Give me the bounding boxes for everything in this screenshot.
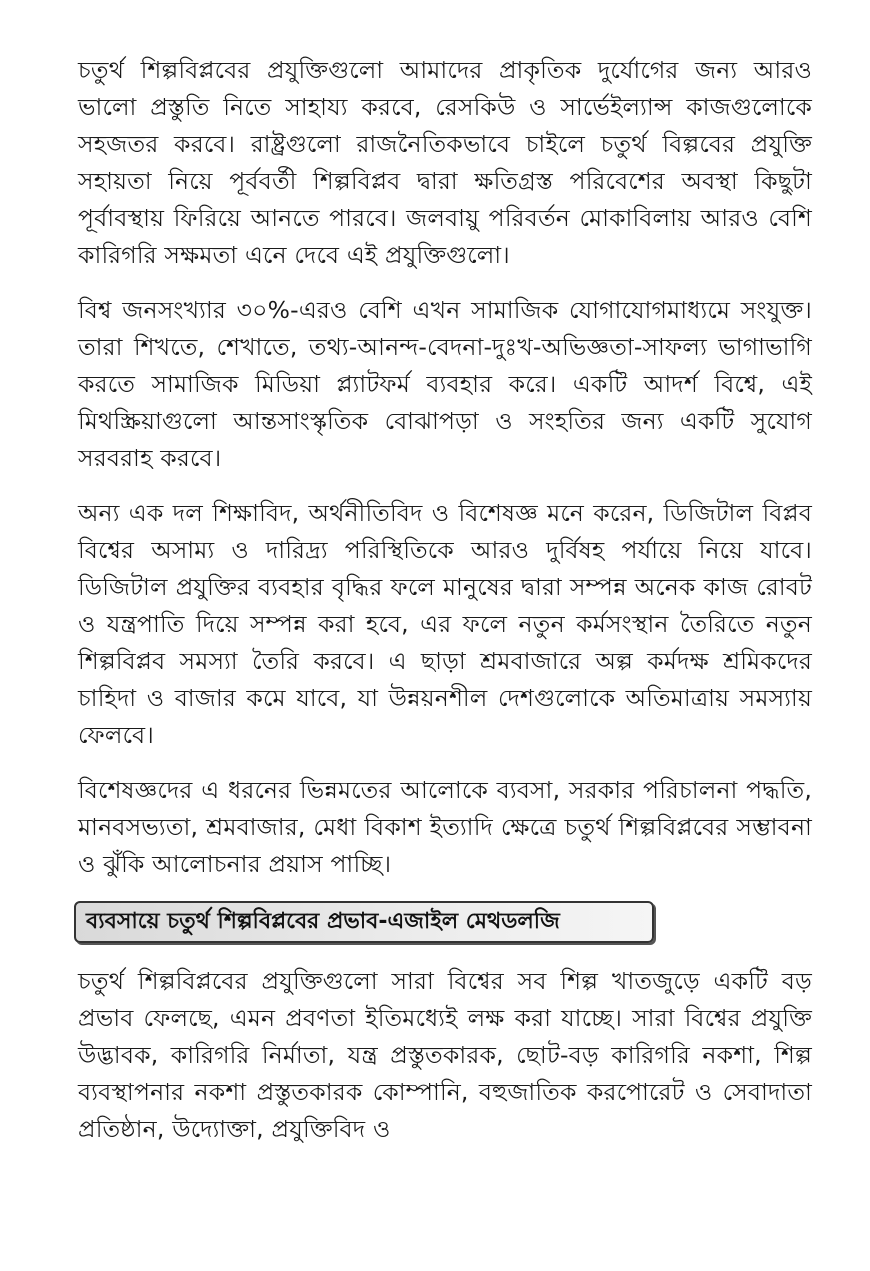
- section-heading-box: [74, 901, 654, 943]
- paragraph-inequality: অন্য এক দল শিক্ষাবিদ, অর্থনীতিবিদ ও বিশেষজ্ঞ মনে করেন, ডিজিটাল বিপ্লব বিশ্বের অসাম্য ও দারিদ্র্য পরিস্থিতিকে আরও দুর্বিষহ পর্যায়ে নিয়ে যাবে। ডিজিটাল প্রযুক্তির ব্যবহার বৃদ্ধির ফলে মানুষের দ্বারা সম্পন্ন অনেক কাজ রোবট ও যন্ত্রপাতি দিয়ে সম্পন্ন করা হবে, এর ফলে নতুন কর্মসংস্থান তৈরিতে নতুন শিল্পবিপ্লব সমস্যা তৈরি করবে। এ ছাড়া শ্রমবাজারে অল্প কর্মদক্ষ শ্রমিকদের চাহিদা ও বাজার কমে যাবে, যা উন্নয়নশীল দেশগুলোকে অতিমাত্রায় সমস্যায় ফেলবে।: [78, 499, 812, 749]
- paragraph-disaster-tech: চতুর্থ শিল্পবিপ্লবের প্রযুক্তিগুলো আমাদের প্রাকৃতিক দুর্যোগের জন্য আরও ভালো প্রস্তুতি নিতে সাহায্য করবে, রেসকিউ ও সার্ভেইল্যান্স কাজগুলোকে সহজতর করবে। রাষ্ট্রগুলো রাজনৈতিকভাবে চাইলে চতুর্থ বিল্পবের প্রযুক্তি সহায়তা নিয়ে পূর্ববর্তী শিল্পবিপ্লব দ্বারা ক্ষতিগ্রস্ত পরিবেশের অবস্থা কিছুটা পূর্বাবস্থায় ফিরিয়ে আনতে পারবে। জলবায়ু পরিবর্তন মোকাবিলায় আরও বেশি কারিগরি সক্ষমতা এনে দেবে এই প্রযুক্তিগুলো।: [78, 56, 812, 269]
- paragraph-business-impact: চতুর্থ শিল্পবিপ্লবের প্রযুক্তিগুলো সারা বিশ্বের সব শিল্প খাতজুড়ে একটি বড় প্রভাব ফেলছে, এমন প্রবণতা ইতিমধ্যেই লক্ষ করা যাচ্ছে। সারা বিশ্বের প্রযুক্তি উদ্ভাবক, কারিগরি নির্মাতা, যন্ত্র প্রস্তুতকারক, ছোট-বড় কারিগরি নকশা, শিল্প ব্যবস্থাপনার নকশা প্রস্তুতকারক কোম্পানি, বহুজাতিক করপোরেট ও সেবাদাতা প্রতিষ্ঠান, উদ্যোক্তা, প্রযুক্তিবিদ ও: [78, 967, 812, 1143]
- paragraph-expert-opinion: বিশেষজ্ঞদের এ ধরনের ভিন্নমতের আলোকে ব্যবসা, সরকার পরিচালনা পদ্ধতি, মানবসভ্যতা, শ্রমবাজার, মেধা বিকাশ ইত্যাদি ক্ষেত্রে চতুর্থ শিল্পবিপ্লবের সম্ভাবনা ও ঝুঁকি আলোচনার প্রয়াস পাচ্ছি।: [78, 776, 812, 878]
- document-page: [78, 52, 812, 1166]
- paragraph-social-media: বিশ্ব জনসংখ্যার ৩০%-এরও বেশি এখন সামাজিক যোগাযোগমাধ্যমে সংযুক্ত। তারা শিখতে, শেখাতে, তথ্য-আনন্দ-বেদনা-দুঃখ-অভিজ্ঞতা-সাফল্য ভাগাভাগি করতে সামাজিক মিডিয়া প্ল্যাটফর্ম ব্যবহার করে। একটি আদর্শ বিশ্বে, এই মিথস্ক্রিয়াগুলো আন্তসাংস্কৃতিক বোঝাপড়া ও সংহতির জন্য একটি সুযোগ সরবরাহ করবে।: [78, 296, 812, 472]
- section-heading: ব্যবসায়ে চতুর্থ শিল্পবিপ্লবের প্রভাব-এজাইল মেথডলজি: [86, 908, 560, 934]
